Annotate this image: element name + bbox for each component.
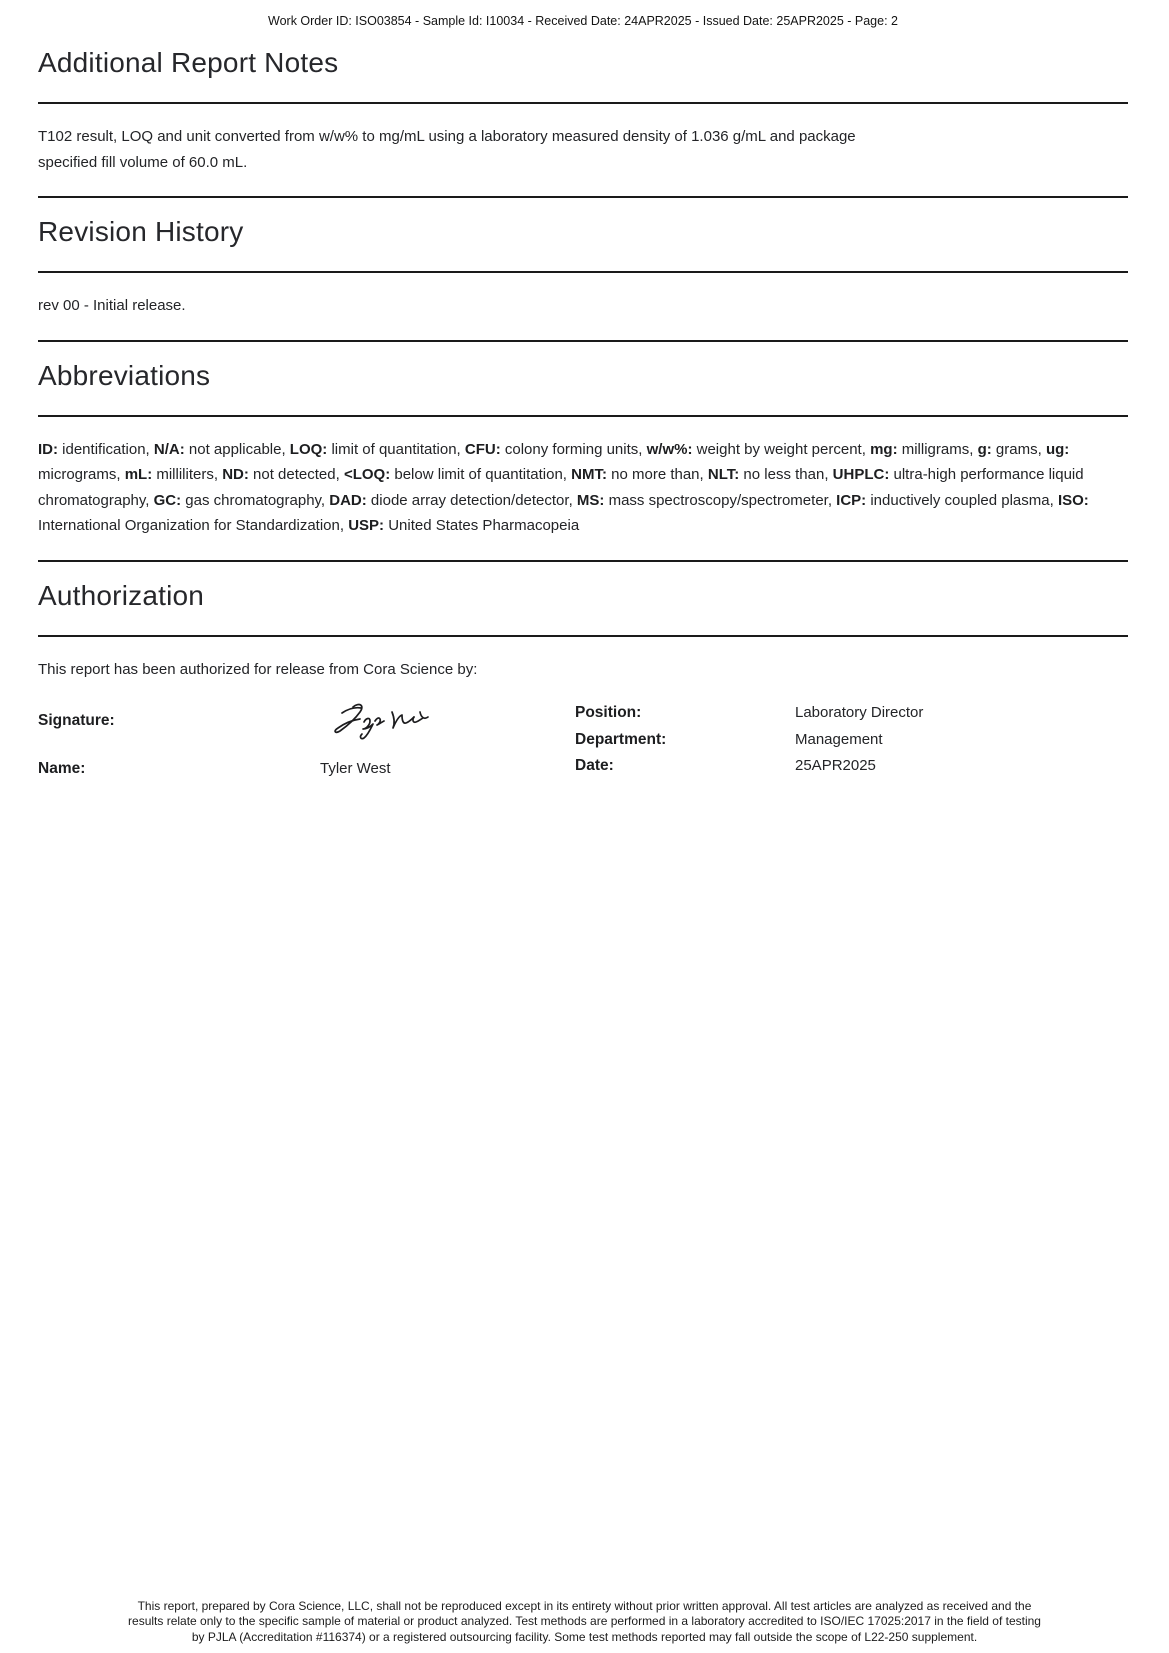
abbr-key: GC:	[153, 491, 182, 509]
abbr-value: milliliters,	[152, 466, 223, 483]
abbr-value: no less than,	[739, 466, 833, 483]
abbr-key: <LOQ:	[343, 466, 391, 483]
abbr-key: NLT:	[707, 466, 740, 483]
revision-rule-bottom	[38, 340, 1128, 342]
abbr-key: ISO:	[1057, 491, 1089, 509]
abbr-value: milligrams,	[897, 440, 978, 458]
abbreviations-paragraph	[38, 437, 1128, 539]
abbr-value: below limit of quantitation,	[390, 466, 572, 483]
abbr-value: inductively coupled plasma,	[866, 491, 1058, 509]
authorization-grid	[38, 698, 1128, 794]
position-label: Position:	[575, 704, 642, 721]
position-row	[575, 700, 1128, 727]
abbr-value: weight by weight percent,	[692, 440, 871, 458]
revision-title: Revision History	[38, 216, 244, 247]
section-authorization	[38, 578, 1128, 795]
abbr-key: CFU:	[464, 440, 501, 458]
section-abbreviations	[38, 358, 1128, 562]
abbr-key: mg:	[870, 440, 898, 458]
department-value: Management	[795, 730, 883, 748]
abbr-value: mass spectroscopy/spectrometer,	[604, 491, 837, 509]
section-revision-history	[38, 214, 1128, 342]
position-value: Laboratory Director	[795, 704, 924, 721]
name-label: Name:	[38, 760, 86, 777]
notes-title: Additional Report Notes	[38, 47, 339, 78]
footer-line: by PJLA (Accreditation #116374) or a registered outsourcing facility. Some test methods reported may fall outside the scope of L22-250 supplement.	[191, 1629, 978, 1644]
abbr-value: ultra-high performance liquid chromatography,	[38, 466, 1084, 509]
abbr-key: w/w%:	[646, 440, 693, 458]
abbr-key: ug:	[1045, 440, 1070, 458]
notes-rule-top	[38, 102, 1128, 104]
abbr-value: not detected,	[248, 466, 344, 483]
abbr-value: gas chromatography,	[181, 491, 330, 509]
abbr-value: United States Pharmacopeia	[384, 517, 580, 534]
abbr-key: g:	[977, 440, 992, 458]
abbr-key: NMT:	[571, 466, 607, 483]
date-value: 25APR2025	[795, 757, 876, 774]
abbr-key: ND:	[222, 466, 249, 483]
authorization-intro: This report has been authorized for release from Cora Science by:	[38, 660, 478, 678]
abbr-value: identification,	[58, 440, 154, 458]
name-value: Tyler West	[320, 760, 391, 777]
department-label: Department:	[575, 730, 667, 748]
signature-row	[38, 712, 438, 746]
date-row	[575, 753, 1128, 780]
abbr-key: LOQ:	[289, 440, 328, 458]
abbr-key: mL:	[124, 466, 153, 483]
date-label: Date:	[575, 757, 614, 774]
abbr-key: N/A:	[153, 440, 185, 458]
authorization-left-column	[38, 698, 575, 794]
abbr-value: diode array detection/detector,	[366, 491, 577, 509]
footer-line: This report, prepared by Cora Science, LLC, shall not be reproduced except in its entirety without prior written approval. All test articles are analyzed as received and the	[137, 1598, 1032, 1613]
abbr-value: no more than,	[606, 466, 708, 483]
abbr-key: UHPLC:	[832, 466, 890, 483]
abbr-key: USP:	[348, 517, 385, 534]
authorization-rule-top	[38, 635, 1128, 637]
abbr-value: limit of quantitation,	[327, 440, 465, 458]
authorization-title: Authorization	[38, 579, 205, 611]
footer-line: results relate only to the specific sample of material or product analyzed. Test methods are performed in a laboratory accredited to ISO/IEC 17025:2017 in the field of testing	[128, 1614, 1041, 1628]
section-notes	[38, 45, 1128, 198]
abbr-value: not applicable,	[184, 440, 290, 458]
signature-image	[320, 698, 438, 746]
page-header-line: Work Order ID: ISO03854 - Sample Id: I10034 - Received Date: 24APR2025 - Issued Date: 25APR2025 - Page: 2	[268, 14, 898, 28]
revision-text: rev 00 - Initial release.	[38, 297, 186, 314]
abbr-value: grams,	[991, 440, 1046, 458]
revision-rule-top	[38, 271, 1128, 273]
notes-line: T102 result, LOQ and unit converted from w/w% to mg/mL using a laboratory measured density of 1.036 g/mL and package	[38, 128, 856, 145]
notes-paragraph	[38, 124, 1128, 175]
authorization-right-column	[575, 698, 1128, 794]
footer-disclaimer	[0, 1599, 1169, 1646]
abbreviations-title: Abbreviations	[38, 359, 211, 391]
abbr-key: MS:	[576, 491, 605, 509]
department-row	[575, 727, 1128, 754]
abbreviations-rule-top	[38, 415, 1128, 417]
signature-label: Signature:	[38, 712, 115, 729]
abbr-key: ICP:	[836, 491, 867, 509]
abbr-value: micrograms,	[38, 466, 125, 483]
abbr-value: International Organization for Standardization,	[38, 517, 349, 534]
name-row	[38, 760, 391, 778]
abbr-value: colony forming units,	[500, 440, 647, 458]
abbr-key: DAD:	[329, 491, 367, 509]
abbreviations-rule-bottom	[38, 560, 1128, 562]
abbr-key: ID:	[38, 440, 58, 458]
notes-rule-bottom	[38, 196, 1128, 198]
notes-line: specified fill volume of 60.0 mL.	[38, 153, 248, 171]
